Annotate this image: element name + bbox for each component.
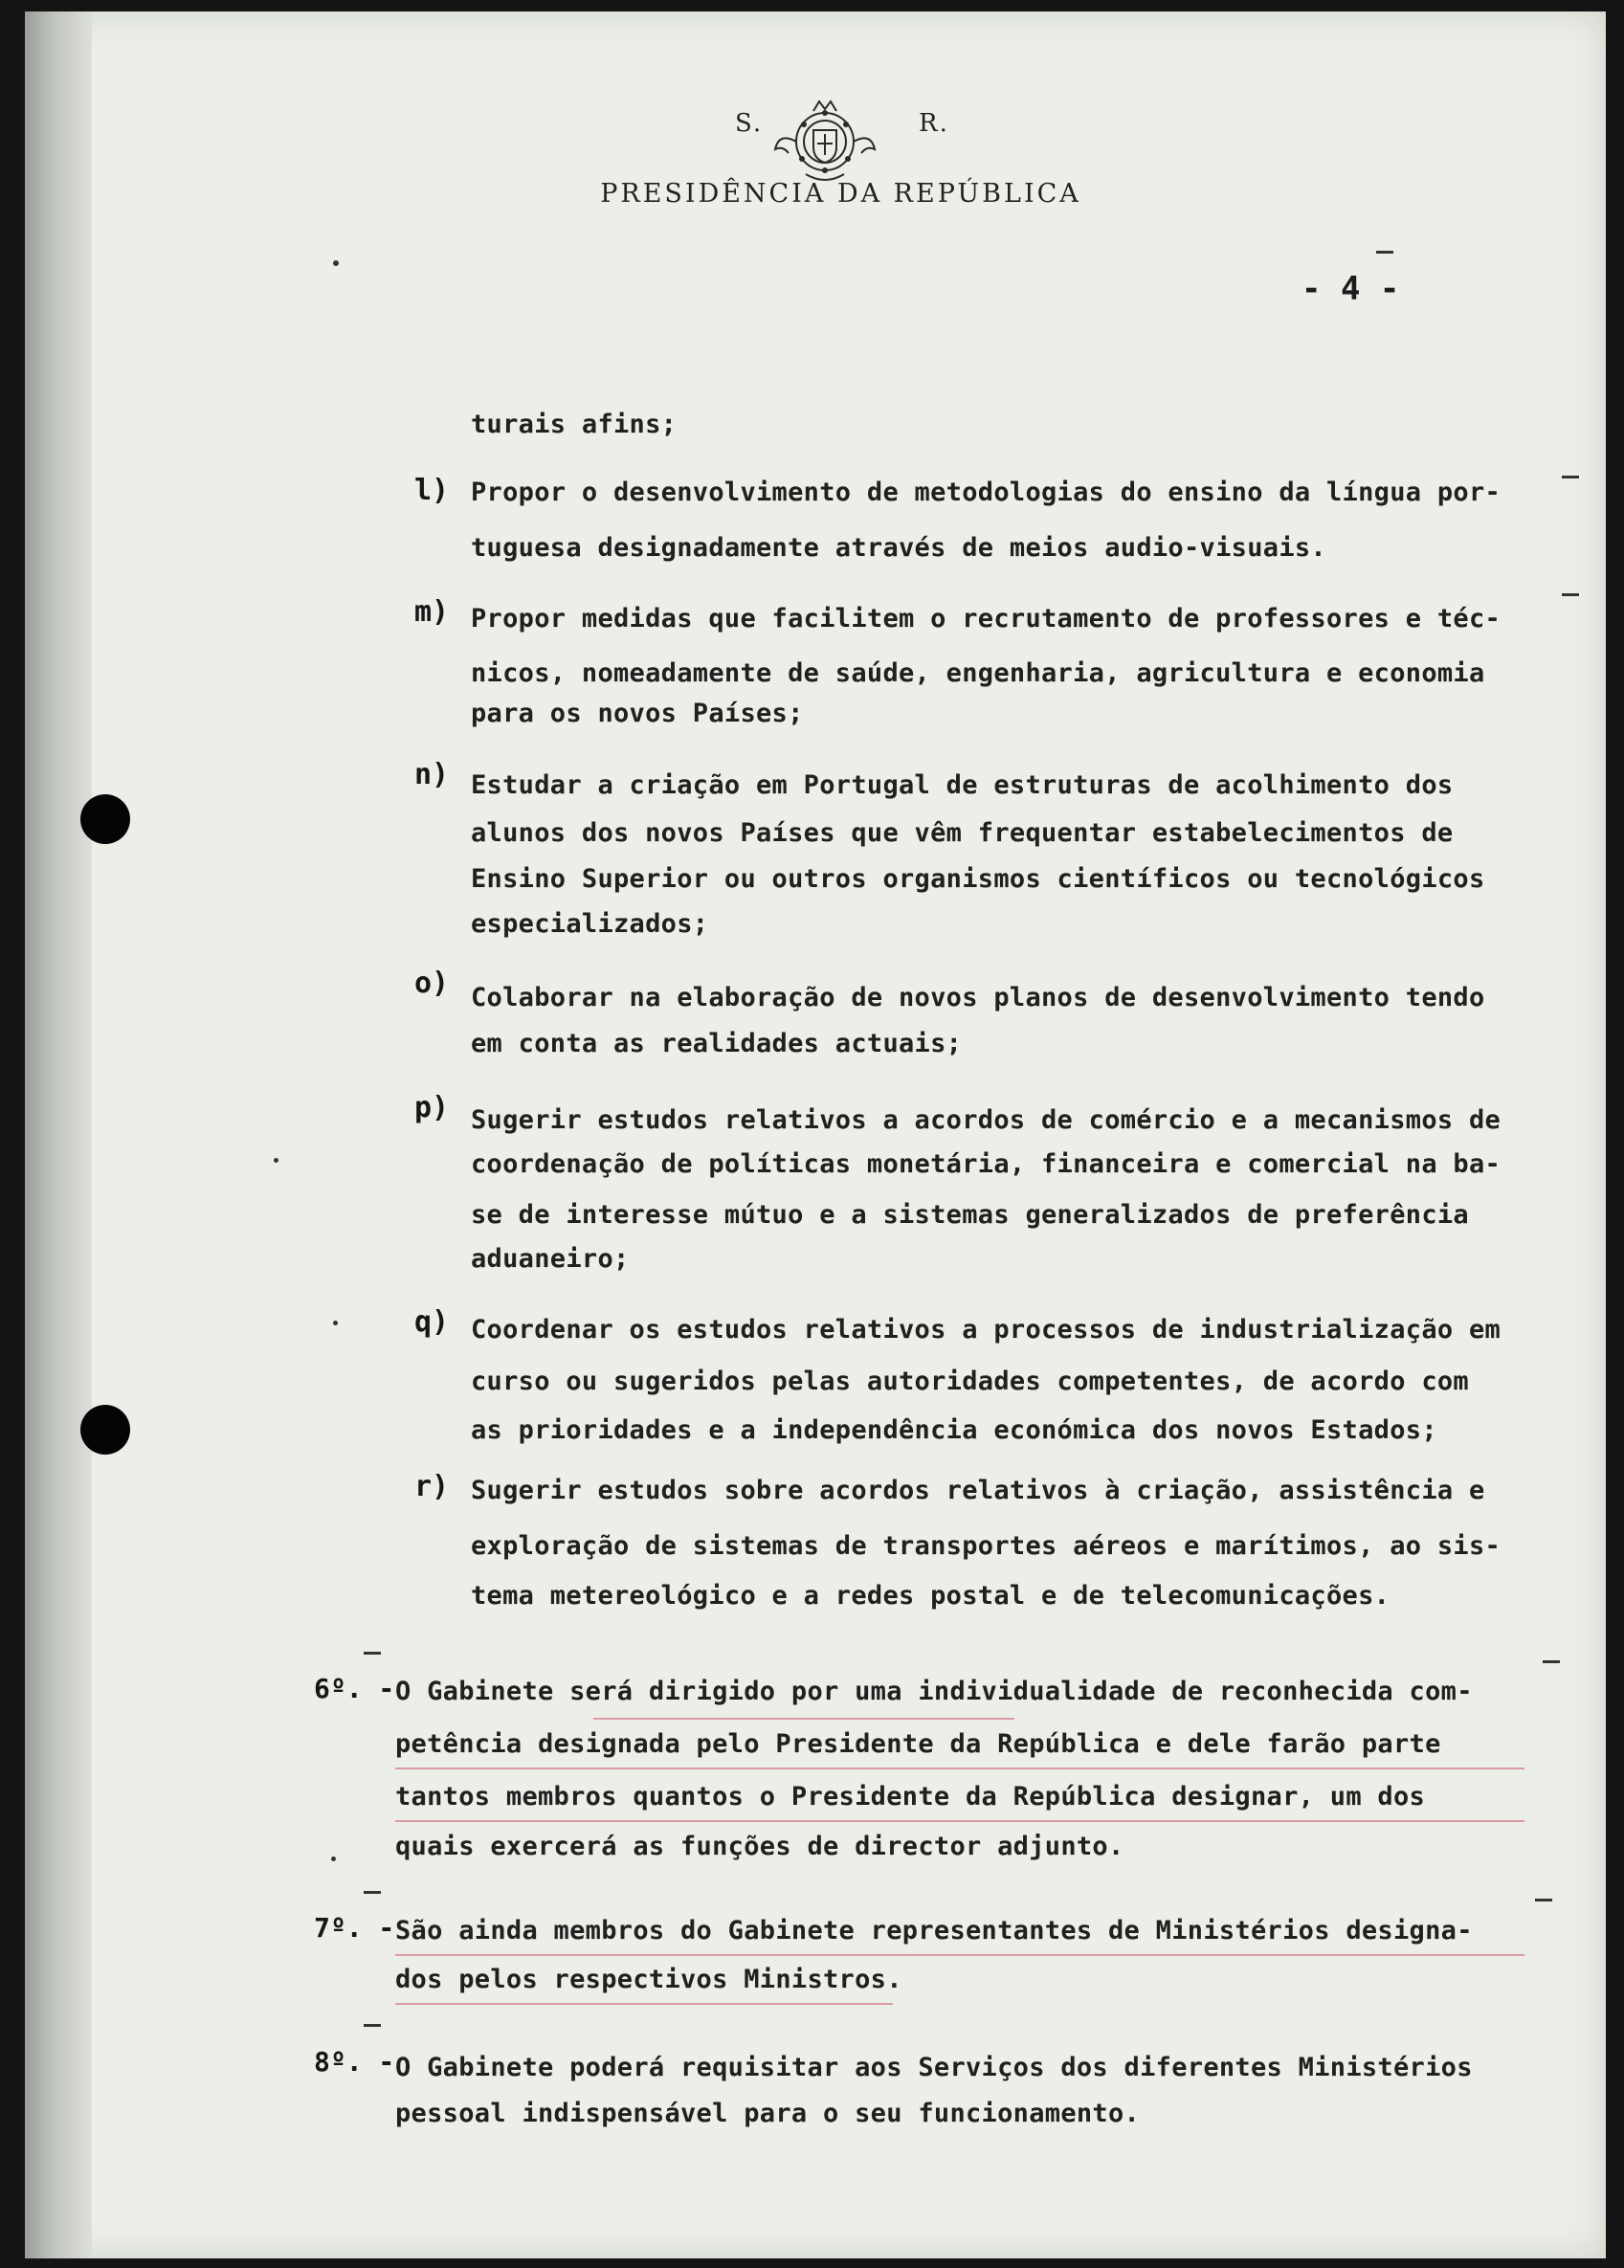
text-line: aduaneiro; xyxy=(471,1244,630,1274)
item-label-r: r) xyxy=(414,1470,450,1503)
scan-speck xyxy=(333,1321,338,1325)
margin-mark xyxy=(1535,1899,1552,1901)
institution-title: PRESIDÊNCIA DA REPÚBLICA xyxy=(600,179,1081,209)
text-line: O Gabinete será dirigido por uma individualidade de reconhecida com- xyxy=(395,1677,1473,1706)
coat-of-arms-icon xyxy=(768,96,882,187)
margin-mark xyxy=(364,1652,381,1655)
scan-speck xyxy=(331,1857,336,1861)
text-line: Sugerir estudos sobre acordos relativos à criação, assistência e xyxy=(471,1476,1485,1505)
article-label-8: 8º. - xyxy=(314,2046,395,2078)
text-line: quais exercerá as funções de director adjunto. xyxy=(395,1832,1124,1861)
item-label-m: m) xyxy=(414,595,450,629)
text-line: especializados; xyxy=(471,909,709,939)
text-line: petência designada pelo Presidente da República e dele farão parte xyxy=(395,1729,1441,1759)
margin-mark xyxy=(364,2024,381,2027)
text-line: Propor medidas que facilitem o recrutamento de professores e téc- xyxy=(471,604,1502,634)
text-line: O Gabinete poderá requisitar aos Serviços dos diferentes Ministérios xyxy=(395,2053,1473,2082)
pencil-underline xyxy=(395,1954,1524,1956)
item-label-n: n) xyxy=(414,758,450,791)
text-line: exploração de sistemas de transportes aéreos e marítimos, ao sis- xyxy=(471,1531,1502,1561)
text-line: São ainda membros do Gabinete representantes de Ministérios designa- xyxy=(395,1916,1473,1946)
text-line: para os novos Países; xyxy=(471,699,804,728)
text-line: Coordenar os estudos relativos a processos de industrialização em xyxy=(471,1315,1502,1345)
scan-shadow-margin xyxy=(25,11,92,2258)
margin-mark xyxy=(1376,251,1393,254)
text-line: tantos membros quantos o Presidente da República designar, um dos xyxy=(395,1782,1426,1812)
pencil-underline xyxy=(395,2003,893,2005)
margin-mark xyxy=(1562,476,1579,478)
item-label-o: o) xyxy=(414,967,450,1000)
text-line: tema metereológico e a redes postal e de telecomunicações. xyxy=(471,1581,1390,1611)
pencil-underline xyxy=(593,1718,1014,1720)
text-line: coordenação de políticas monetária, financeira e comercial na ba- xyxy=(471,1149,1502,1179)
margin-mark xyxy=(364,1891,381,1894)
text-line: curso ou sugeridos pelas autoridades competentes, de acordo com xyxy=(471,1367,1469,1396)
pencil-underline xyxy=(395,1768,1524,1769)
text-line: pessoal indispensável para o seu funcionamento. xyxy=(395,2099,1141,2128)
letterhead-right-letter: R. xyxy=(919,109,949,138)
punch-hole-lower xyxy=(80,1405,130,1455)
scan-speck xyxy=(333,260,339,266)
item-label-q: q) xyxy=(414,1305,450,1339)
article-label-7: 7º. - xyxy=(314,1912,395,1944)
article-label-6: 6º. - xyxy=(314,1673,395,1704)
text-line: dos pelos respectivos Ministros. xyxy=(395,1965,902,1994)
text-line: em conta as realidades actuais; xyxy=(471,1029,963,1058)
page-number: - 4 - xyxy=(1301,270,1400,308)
margin-mark xyxy=(1543,1660,1560,1663)
letterhead-left-letter: S. xyxy=(735,109,764,138)
text-line: Colaborar na elaboração de novos planos de desenvolvimento tendo xyxy=(471,983,1485,1012)
punch-hole-upper xyxy=(80,794,130,844)
text-line: turais afins; xyxy=(471,410,678,439)
item-label-l: l) xyxy=(414,474,450,507)
text-line: Ensino Superior ou outros organismos científicos ou tecnológicos xyxy=(471,864,1485,894)
text-line: as prioridades e a independência económica dos novos Estados; xyxy=(471,1415,1437,1445)
pencil-underline xyxy=(395,1820,1524,1822)
text-line: Propor o desenvolvimento de metodologias do ensino da língua por- xyxy=(471,478,1502,507)
text-line: alunos dos novos Países que vêm frequentar estabelecimentos de xyxy=(471,818,1454,848)
text-line: Sugerir estudos relativos a acordos de comércio e a mecanismos de xyxy=(471,1105,1502,1135)
text-line: tuguesa designadamente através de meios audio-visuais. xyxy=(471,533,1326,563)
text-line: Estudar a criação em Portugal de estruturas de acolhimento dos xyxy=(471,770,1454,800)
text-line: nicos, nomeadamente de saúde, engenharia, agricultura e economia xyxy=(471,658,1485,688)
item-label-p: p) xyxy=(414,1091,450,1124)
margin-mark xyxy=(1562,593,1579,596)
scan-speck xyxy=(274,1158,278,1163)
text-line: se de interesse mútuo e a sistemas generalizados de preferência xyxy=(471,1200,1469,1230)
